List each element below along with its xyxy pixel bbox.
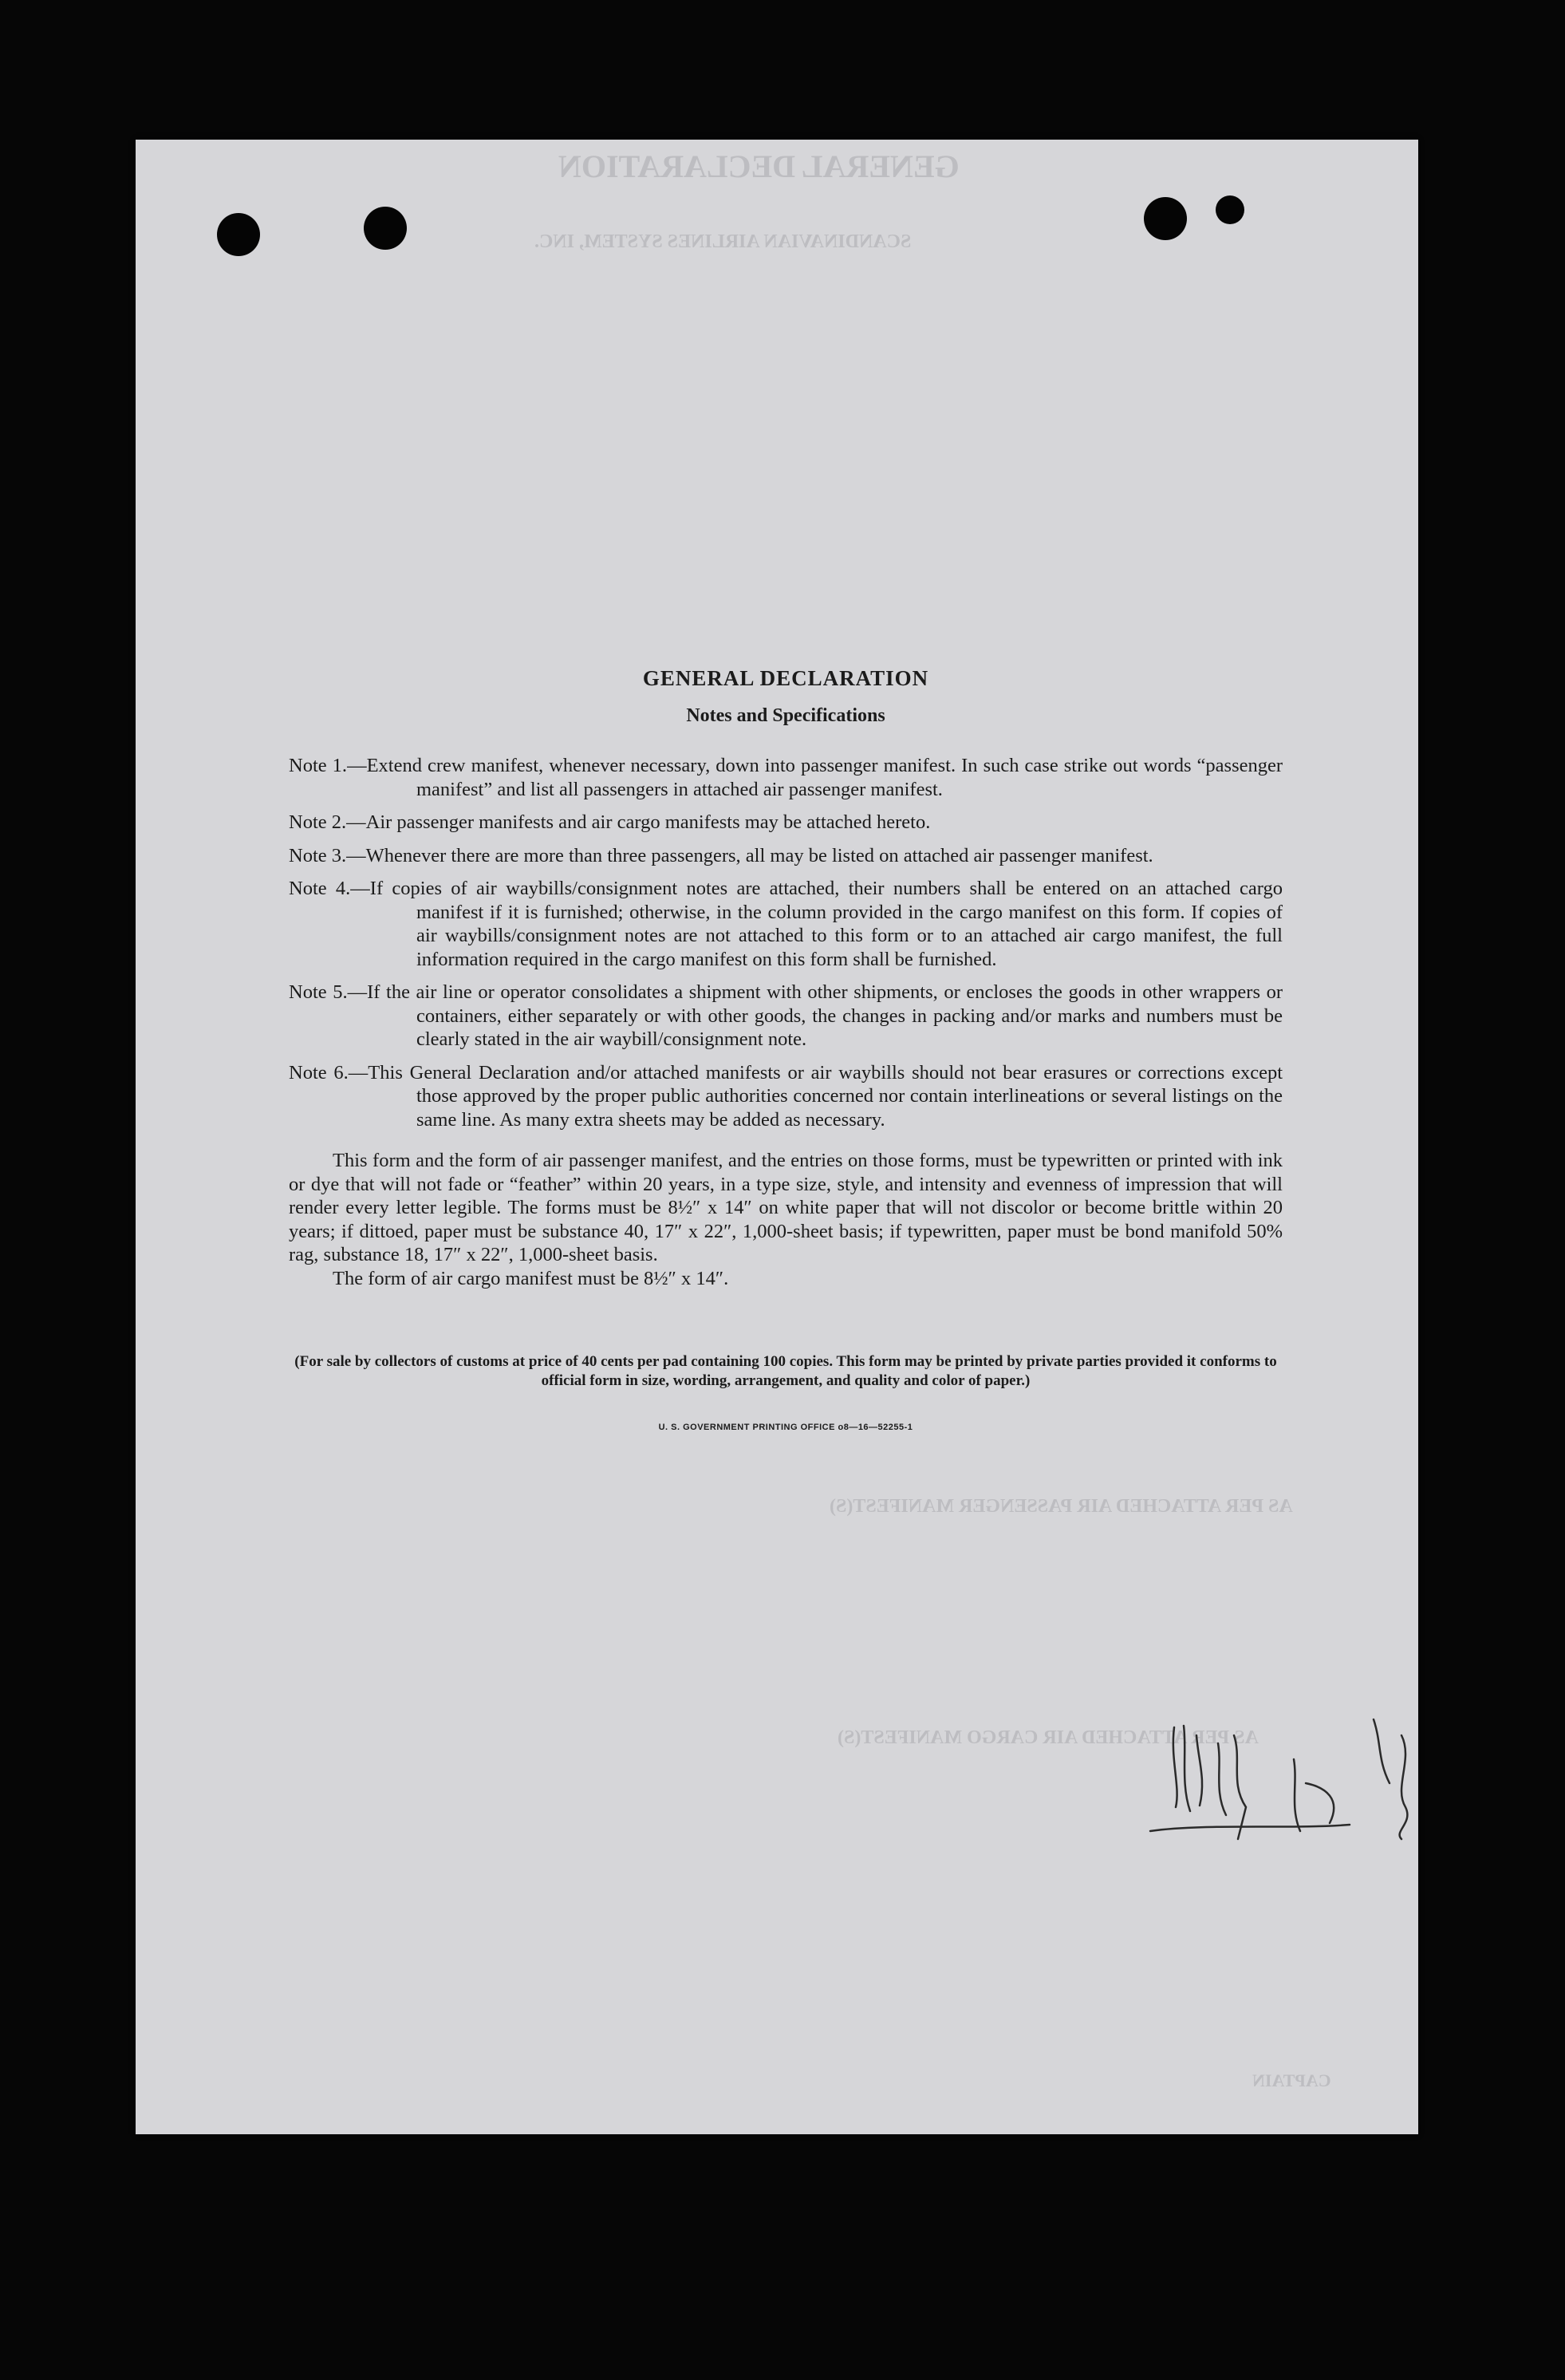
punch-hole-left-2 (364, 207, 407, 250)
note-4 (289, 877, 1283, 971)
note-label: Note 2. (289, 811, 347, 833)
bleed-passenger-manifest: AS PER ATTACHED AIR PASSENGER MANIFEST(S) (830, 1496, 1293, 1517)
note-6 (289, 1061, 1283, 1132)
printer-line: U. S. GOVERNMENT PRINTING OFFICE o8—16—52255-1 (658, 1423, 913, 1432)
specification-text: This form and the form of air passenger manifest, and the entries on those forms, must be typewritten or printed with ink or dye that will not fade or “feather” within 20 years, in a type size, style, and intensity and evenness of impression that will render every letter legible. The forms must be 8½″ x 14″ on white paper that will not discolor or become brittle within 20 years; if dittoed, paper must be substance 40, 17″ x 22″, 1,000-sheet basis; if typewritten, paper must be bond manifold 50% rag, substance 18, 17″ x 22″, 1,000-sheet basis. (289, 1150, 1283, 1265)
punch-hole-right-1 (1144, 197, 1187, 240)
note-label: Note 3. (289, 844, 347, 866)
note-label: Note 4. (289, 878, 351, 899)
note-label: Note 5. (289, 981, 348, 1003)
cargo-manifest-size: The form of air cargo manifest must be 8½″ x 14″. (333, 1267, 729, 1289)
note-label: Note 6. (289, 1061, 349, 1083)
note-text: —Whenever there are more than three passengers, all may be listed on attached air passenger manifest. (346, 844, 1153, 866)
document-title: GENERAL DECLARATION (642, 666, 929, 690)
bleed-header: GENERAL DECLARATION (558, 148, 960, 184)
note-text: —Extend crew manifest, whenever necessary, down into passenger manifest. In such case strike out words “passenger manifest” and list all passengers in attached air passenger manifest. (347, 755, 1283, 800)
note-text: —If the air line or operator consolidates a shipment with other shipments, or encloses the goods in other wrappers or containers, either separately or with other goods, the changes in packing and/or marks and numbers must be clearly stated in the air waybill/consignment note. (347, 981, 1283, 1050)
note-text: —Air passenger manifests and air cargo manifests may be attached hereto. (346, 811, 931, 833)
note-5 (289, 981, 1283, 1052)
bleed-captain: CAPTAIN (1252, 2070, 1331, 2090)
note-text: —This General Declaration and/or attached manifests or air waybills should not bear erasures or corrections except those approved by the proper public authorities concerned nor contain interlineations or several listings on the same line. As many extra sheets may be added as necessary. (348, 1061, 1283, 1131)
note-1 (289, 754, 1283, 801)
specification-paragraph (289, 1149, 1283, 1267)
document-subtitle: Notes and Specifications (686, 705, 885, 726)
bleed-airline: SCANDINAVIAN AIRLINES SYSTEM, INC. (534, 231, 912, 252)
punch-hole-right-2 (1216, 195, 1244, 224)
sale-notice: (For sale by collectors of customs at price of 40 cents per pad containing 100 copies. This form may be printed by private parties provided it conforms to official form in size, wording, arrangement, and quality and color of paper.) (294, 1353, 1277, 1389)
note-label: Note 1. (289, 755, 348, 776)
bleed-cargo-manifest: AS PER ATTACHED AIR CARGO MANIFEST(S) (838, 1727, 1259, 1748)
handwritten-signature (1086, 1711, 1461, 1847)
note-2 (289, 811, 1283, 835)
notes-list (289, 754, 1283, 1131)
note-3 (289, 844, 1283, 868)
notes-section (289, 666, 1283, 1432)
punch-hole-left-1 (217, 213, 260, 256)
document-page (136, 140, 1418, 2134)
note-text: —If copies of air waybills/consignment notes are attached, their numbers shall be entered on an attached cargo manifest if it is furnished; otherwise, in the column provided in the cargo manifest on this form. If copies of air waybills/consignment notes are not attached to this form or to an attached air cargo manifest, the full information required in the cargo manifest on this form shall be furnished. (350, 878, 1283, 970)
